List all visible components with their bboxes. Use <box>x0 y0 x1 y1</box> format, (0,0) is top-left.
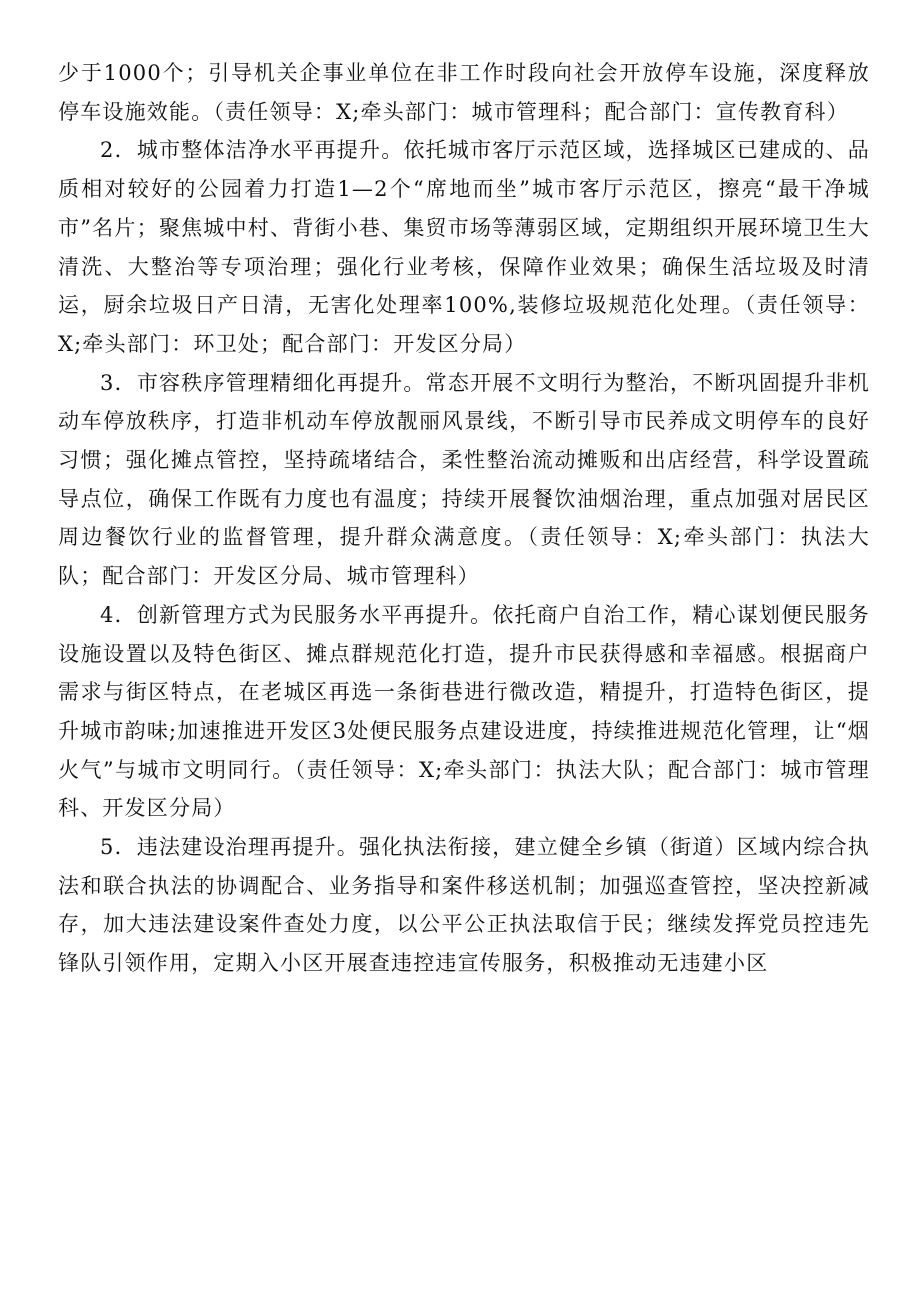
item-number: 2． <box>100 138 137 163</box>
item-heading: 违法建设治理再提升。 <box>136 835 359 860</box>
item-number: 3． <box>100 370 137 395</box>
paragraph-body: 少于1000个；引导机关企事业单位在非工作时段向社会开放停车设施，深度释放停车设施效能。（责任领导：X;牵头部门：城市管理科；配合部门：宣传教育科） <box>58 61 870 124</box>
paragraph-item-2 <box>58 131 870 363</box>
paragraph-body: 常态开展不文明行为整治，不断巩固提升非机动车停放秩序，打造非机动车停放靓丽风景线，不断引导市民养成文明停车的良好习惯；强化摊点管控，坚持疏堵结合，柔性整治流动摊贩和出店经营，科学设置疏导点位，确保工作既有力度也有温度；持续开展餐饮油烟治理，重点加强对居民区周边餐饮行业的监督管理，提升群众满意度。（责任领导：X;牵头部门：执法大队；配合部门：开发区分局、城市管理科） <box>58 370 871 589</box>
paragraph-1-continuation <box>58 54 870 131</box>
paragraph-item-3 <box>58 364 870 596</box>
item-heading: 创新管理方式为民服务水平再提升。 <box>136 602 493 627</box>
paragraph-body: 依托城市客厅示范区域，选择城区已建成的、品质相对较好的公园着力打造1—2个“席地而坐”城市客厅示范区，擦亮“最干净城市”名片；聚焦城中村、背街小巷、集贸市场等薄弱区域，定期组织开展环境卫生大清洗、大整治等专项治理；强化行业考核，保障作业效果；确保生活垃圾及时清运，厨余垃圾日产日清，无害化处理率100%,装修垃圾规范化处理。（责任领导：X;牵头部门：环卫处；配合部门：开发区分局） <box>58 138 871 356</box>
item-heading: 市容秩序管理精细化再提升。 <box>136 370 426 395</box>
paragraph-item-5 <box>58 828 870 983</box>
paragraph-body: 依托商户自治工作，精心谋划便民服务设施设置以及特色街区、摊点群规范化打造，提升市民获得感和幸福感。根据商户需求与街区特点，在老城区再选一条街巷进行微改造，精提升，打造特色街区，提升城市韵味;加速推进开发区3处便民服务点建设进度，持续推进规范化管理，让“烟火气”与城市文明同行。（责任领导：X;牵头部门：执法大队；配合部门：城市管理科、开发区分局） <box>58 602 871 821</box>
item-number: 4． <box>100 602 137 627</box>
item-number: 5． <box>100 835 137 860</box>
paragraph-item-4 <box>58 596 870 828</box>
item-heading: 城市整体洁净水平再提升。 <box>136 138 404 163</box>
document-page <box>58 54 870 983</box>
paragraph-body: 强化执法衔接，建立健全乡镇（街道）区域内综合执法和联合执法的协调配合、业务指导和案件移送机制；加强巡查管控，坚决控新减存，加大违法建设案件查处力度，以公平公正执法取信于民；继续发挥党员控违先锋队引领作用，定期入小区开展查违控违宣传服务，积极推动无违建小区 <box>58 835 871 976</box>
